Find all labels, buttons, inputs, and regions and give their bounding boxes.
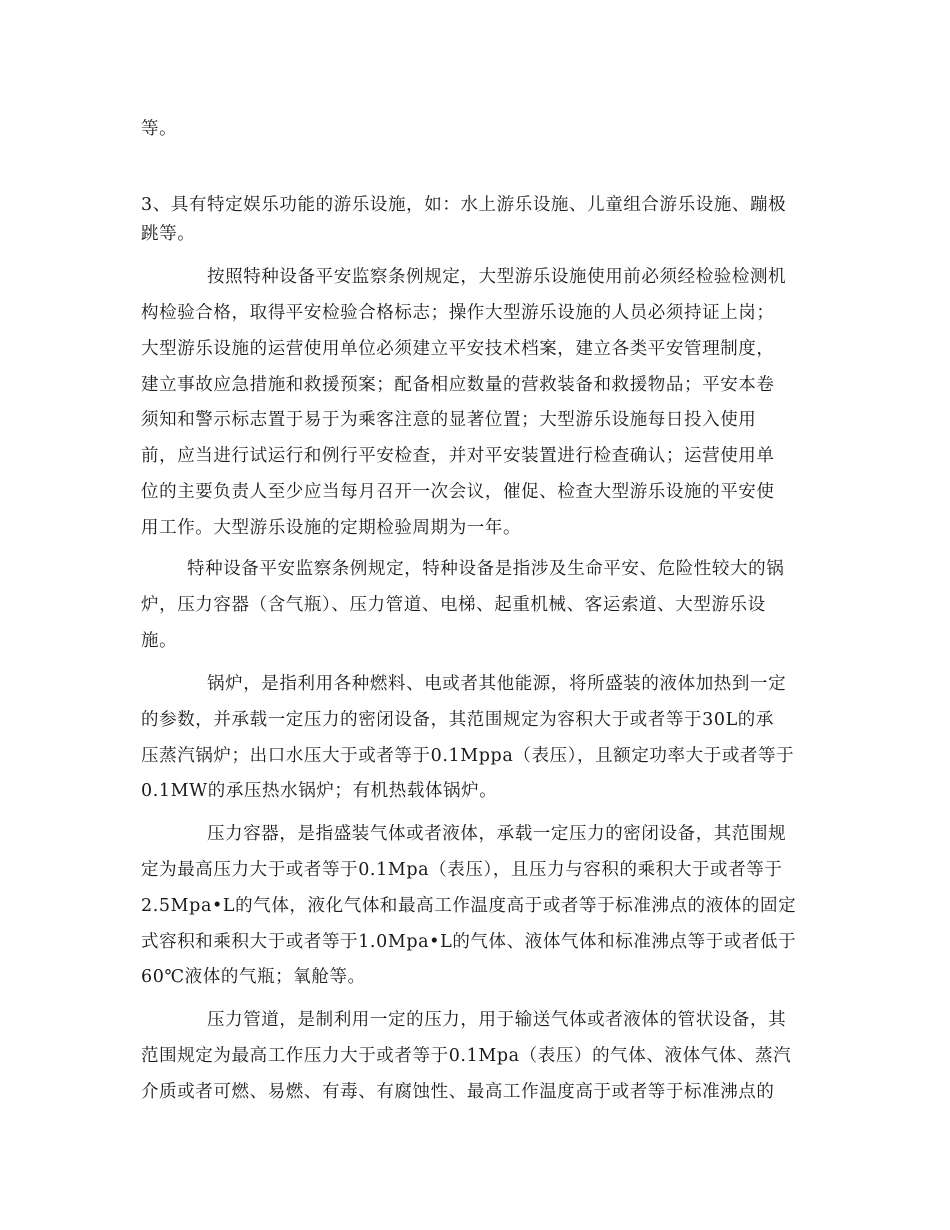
text-line: 压蒸汽锅炉；出口水压大于或者等于0.1Mppa（表压），且额定功率大于或者等于 <box>141 746 795 766</box>
text-line: 锅炉，是指利用各种燃料、电或者其他能源，将所盛装的液体加热到一定 <box>207 674 787 694</box>
text-line: 0.1MW的承压热水锅炉；有机热载体锅炉。 <box>141 781 498 801</box>
text-line: 3、具有特定娱乐功能的游乐设施，如：水上游乐设施、儿童组合游乐设施、蹦极 <box>141 195 787 215</box>
text-line: 2.5Mpa•L的气体，液化气体和最高工作温度高于或者等于标准沸点的液体的固定 <box>141 896 797 916</box>
text-line: 等。 <box>141 119 178 139</box>
text-line: 定为最高压力大于或者等于0.1Mpa（表压），且压力与容积的乘积大于或者等于 <box>141 860 783 880</box>
text-line: 用工作。大型游乐设施的定期检验周期为一年。 <box>141 518 522 538</box>
text-line: 特种设备平安监察条例规定，特种设备是指涉及生命平安、危险性较大的锅 <box>187 559 785 579</box>
text-line: 按照特种设备平安监察条例规定，大型游乐设施使用前必须经检验检测机 <box>207 267 787 287</box>
text-line: 位的主要负责人至少应当每月召开一次会议，催促、检查大型游乐设施的平安使 <box>141 482 775 502</box>
text-line: 建立事故应急措施和救援预案；配备相应数量的营救装备和救援物品；平安本卷 <box>141 375 775 395</box>
text-line: 介质或者可燃、易燃、有毒、有腐蚀性、最高工作温度高于或者等于标准沸点的 <box>141 1082 775 1102</box>
text-line: 的参数，并承载一定压力的密闭设备，其范围规定为容积大于或者等于30L的承 <box>141 710 774 730</box>
text-line: 范围规定为最高工作压力大于或者等于0.1Mpa（表压）的气体、液体气体、蒸汽 <box>141 1046 792 1066</box>
text-line: 式容积和乘积大于或者等于1.0Mpa•L的气体、液体气体和标准沸点等于或者低于 <box>141 932 797 952</box>
text-line: 炉，压力容器（含气瓶）、压力管道、电梯、起重机械、客运索道、大型游乐设 <box>141 595 766 615</box>
text-line: 须知和警示标志置于易于为乘客注意的显著位置；大型游乐设施每日投入使用 <box>141 410 757 430</box>
text-line: 构检验合格，取得平安检验合格标志；操作大型游乐设施的人员必须持证上岗； <box>141 303 775 323</box>
text-line: 跳等。 <box>141 224 196 244</box>
text-line: 60℃液体的气瓶；氧舱等。 <box>141 967 366 987</box>
text-line: 大型游乐设施的运营使用单位必须建立平安技术档案，建立各类平安管理制度， <box>141 339 775 359</box>
text-line: 前，应当进行试运行和例行平安检查，并对平安装置进行检查确认；运营使用单 <box>141 446 775 466</box>
text-line: 压力管道，是制利用一定的压力，用于输送气体或者液体的管状设备，其 <box>207 1010 787 1030</box>
text-line: 压力容器，是指盛装气体或者液体，承载一定压力的密闭设备，其范围规 <box>207 824 787 844</box>
text-line: 施。 <box>141 631 178 651</box>
